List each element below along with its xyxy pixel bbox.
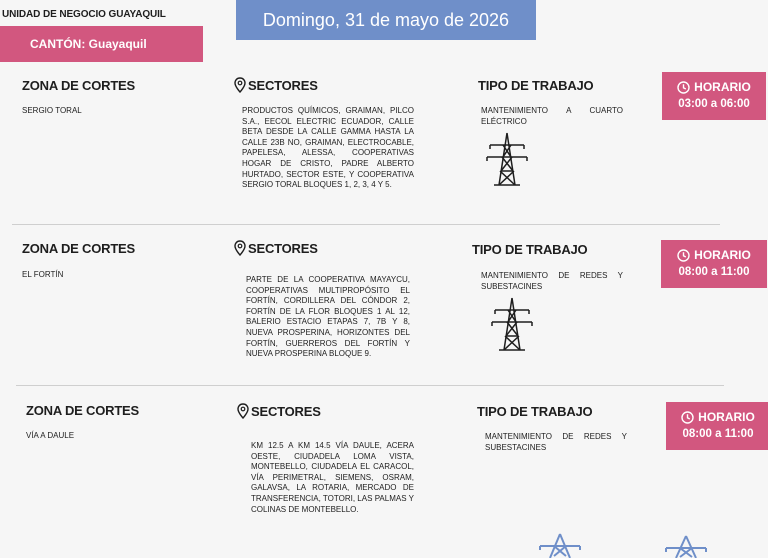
clock-icon [677,249,690,262]
horario-badge [662,72,766,120]
sectores-value: PRODUCTOS QUÍMICOS, GRAIMAN, PILCO S.A., EECOL ELECTRIC ECUADOR, CALLE BETA DESDE LA CALLE GAMMA HASTA LA CALLE 23B NO, GRAIMAN, ELECTROCABLE, PAPELESA, ALESSA, COOPERATIVAS HOGAR DE CRISTO, PADRE ALBERTO HURTADO, SECTOR ESTE, Y COOPERATIVA SERGIO TORAL BLOQUES 1, 2, 3, 4 Y 5. [242,106,414,190]
tipo-heading: TIPO DE TRABAJO [472,242,588,257]
horario-label: HORARIO [694,80,751,94]
clock-icon [677,81,690,94]
power-tower-icon [662,534,710,558]
location-pin-icon [234,77,246,93]
power-tower-icon [536,532,584,558]
section-divider [12,224,720,225]
sectores-heading [237,403,321,419]
power-tower-icon [489,296,535,352]
horario-value: 08:00 a 11:00 [678,266,750,278]
sectores-label: SECTORES [248,78,318,93]
location-pin-icon [234,240,246,256]
sectores-label: SECTORES [251,404,321,419]
sectores-heading [234,240,318,256]
power-tower-icon [484,131,530,187]
tipo-value: MANTENIMIENTO A CUARTO ELÉCTRICO [481,106,623,126]
zona-heading: ZONA DE CORTES [22,78,136,93]
horario-label: HORARIO [698,410,755,424]
zona-value: EL FORTÍN [22,270,64,279]
zona-heading: ZONA DE CORTES [26,403,140,418]
section-divider [16,385,724,386]
horario-label: HORARIO [694,248,751,262]
horario-value: 03:00 a 06:00 [678,98,750,110]
zona-heading: ZONA DE CORTES [22,241,136,256]
horario-badge [666,402,768,450]
date-banner: Domingo, 31 de mayo de 2026 [236,0,536,40]
tipo-value: MANTENIMIENTO DE REDES Y SUBESTACINES [485,432,627,452]
location-pin-icon [237,403,249,419]
clock-icon [681,411,694,424]
sectores-value: KM 12.5 A KM 14.5 VÍA DAULE, ACERA OESTE, CIUDADELA LOMA VISTA, MONTEBELLO, CIUDADELA EL CARACOL, VÍA PERIMETRAL, SIEMENS, OSRAM, GALAVSA, LA ROTARIA, MERCADO DE TRANSFERENCIA, TOTORI, LAS PALMAS Y COLINAS DE MONTEBELLO. [251,441,414,514]
zona-value: SERGIO TORAL [22,106,82,115]
tipo-heading: TIPO DE TRABAJO [478,78,594,93]
tipo-heading: TIPO DE TRABAJO [477,404,593,419]
business-unit-title: UNIDAD DE NEGOCIO GUAYAQUIL [2,9,166,20]
zona-value: VÍA A DAULE [26,431,75,440]
sectores-label: SECTORES [248,241,318,256]
horario-badge [661,240,767,288]
horario-value: 08:00 a 11:00 [682,428,754,440]
sectores-heading [234,77,318,93]
tipo-value: MANTENIMIENTO DE REDES Y SUBESTACINES [481,271,623,291]
sectores-value: PARTE DE LA COOPERATIVA MAYAYCU, COOPERATIVAS MULTIPROPÓSITO EL FORTÍN, CORDILLERA DEL CÓNDOR 2, FORTÍN DE LA FLOR BLOQUES 1 AL 12, BALERIO ESTACIO ETAPAS 7, 7B Y 8, NUEVA PROSPERINA, HORIZONTES DEL FORTÍN, GUERREROS DEL FORTÍN Y NUEVA PROSPERINA BLOQUE 9. [246,275,410,359]
canton-badge: CANTÓN: Guayaquil [0,26,203,62]
